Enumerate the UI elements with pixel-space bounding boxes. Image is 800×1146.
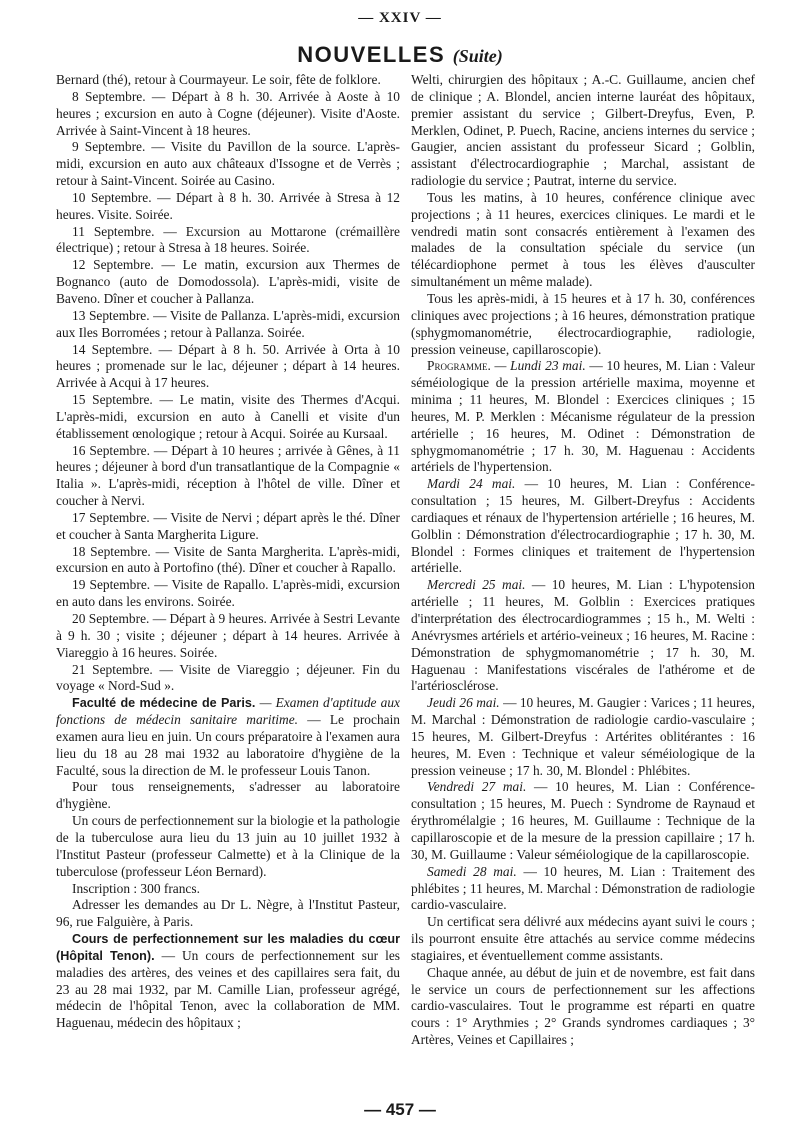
paragraph: Un cours de perfectionnement sur la biologie et la pathologie de la tuberculose aura lieu du 13 juin au 10 juillet 1932 à l'Institut Pasteur (professeur Calmette) et à la Clinique de la tuberculose (professeur Léon Bernard). [56,813,400,879]
program-day: — Lundi 23 mai. [494,358,586,374]
notice-subtitle: — Examen d'aptitude aux fonctions de médecin sanitaire maritime. [56,695,400,728]
paragraph: 12 Septembre. — Le matin, excursion aux Thermes de Bognanco (auto de Domodossola). L'après-midi, visite de Baveno. Dîner et coucher à Pallanza. [56,257,400,306]
paragraph: Un certificat sera délivré aux médecins ayant suivi le cours ; ils pourront ensuite être attachés au service comme médecins stagiaires, et éventuellement comme assistants. [411,914,755,963]
program-body: — 10 heures, M. Lian : L'hypotension artérielle ; 11 heures, M. Golblin : Exercices pratiques d'interprétation des électrocardiogrammes ; 15 h., M. Welti : Anévrysmes artériels et artério-veineux ; 16 heures, M. Racine : Démonstration de sphygmomanométrie ; 17 h. 30, M. Haguenau : Manifestations viscérales de l'athérome et de l'artériosclérose. [411,577,755,694]
program-body: — 10 heures, M. Lian : Conférence-consultation ; 15 heures, M. Puech : Syndrome de Raynaud et érythromélalgie ; 16 heures, M. Guillaume : Technique de la capillaroscopie et de la mesure de la pression capillaire ; 17 h. 30, M. Guillaume : Valeur séméiologique de la capillaroscopie. [411,779,755,862]
program-body: — 10 heures, M. Lian : Valeur séméiologique de la pression artérielle maxima, moyenne et minima ; 11 heures, M. Blondel : Exercices cliniques ; 15 heures, M. P. Merklen : Mécanisme régulateur de la pression artérielle ; 16 heures, M. Odinet : Démonstration de sphygmomanométrie ; 17 h. 30, M. Haguenau : Accidents artériels de l'hypertension. [411,358,755,475]
program-wednesday [411,577,755,695]
cours-notice [56,931,400,1032]
program-day: Jeudi 26 mai. [427,695,500,711]
program-tuesday [411,476,755,577]
paragraph: 8 Septembre. — Départ à 8 h. 30. Arrivée à Aoste à 10 heures ; excursion en auto à Cogne (déjeuner). Visite d'Aoste. Arrivée à Saint-Vincent à 18 heures. [56,88,400,138]
notice-body: — Le prochain examen aura lieu en juin. Un cours préparatoire à l'examen aura lieu du 18 au 28 mai 1932 au laboratoire d'hygiène de la Faculté, sous la direction de M. le professeur Louis Tanon. [56,712,400,778]
program-day: Samedi 28 mai. [427,863,517,879]
paragraph: 17 Septembre. — Visite de Nervi ; départ après le thé. Dîner et coucher à Santa Margherita Ligure. [56,509,400,542]
paragraph: 16 Septembre. — Départ à 10 heures ; arrivée à Gênes, à 11 heures ; déjeuner à bord d'un transatlantique de la Compagnie « Italia ». L'après-midi, réception à l'hôtel de ville. Dîner et coucher à Nervi. [56,442,400,509]
program-body: — 10 heures, M. Gaugier : Varices ; 11 heures, M. Marchal : Démonstration de radiologie cardio-vasculaire ; 15 heures, M. Gilbert-Dreyfus : Artérites oblitérantes : 16 heures, M. Even : Technique et valeur séméiologique de la pression veineuse ; 17 h. 30, M. Blondel : Phlébites. [411,695,755,778]
program-day: Mardi 24 mai. [427,476,516,492]
paragraph: 13 Septembre. — Visite de Pallanza. L'après-midi, excursion aux Iles Borromées ; retour à Pallanza. Soirée. [56,307,400,340]
program-day: Mercredi 25 mai. [427,577,526,593]
paragraph: Inscription : 300 francs. [72,880,200,896]
paragraph: 9 Septembre. — Visite du Pavillon de la source. L'après-midi, excursion en auto aux châteaux d'Issogne et de Verrès ; retour à Saint-Vincent. Soirée au Casino. [56,139,400,189]
program-day: Vendredi 27 mai. [427,779,527,795]
faculte-notice [56,695,400,779]
paragraph: 21 Septembre. — Visite de Viareggio ; déjeuner. Fin du voyage « Nord-Sud ». [56,661,400,694]
program-body: — 10 heures, M. Lian : Conférence-consultation ; 15 heures, M. Gilbert-Dreyfus : Accidents cardiaques et rénaux de l'hypertension artérielle ; 16 heures, M. Golblin : Démonstration d'électrocardiographie ; 17 h. 30, M. Blondel : Formes cliniques et traitement de l'hypertension artérielle. [411,476,755,576]
program-friday [411,779,755,863]
notice-heading: Cours de perfectionnement sur les maladies du cœur (Hôpital Tenon). [56,932,400,963]
paragraph: 10 Septembre. — Départ à 8 h. 30. Arrivée à Stresa à 12 heures. Visite. Soirée. [56,189,400,222]
program-saturday [411,864,755,915]
paragraph: 11 Septembre. — Excursion au Mottarone (crémaillère électrique) ; retour à Stresa à 18 heures. Soirée. [56,223,400,256]
program-thursday [411,695,755,779]
paragraph: Chaque année, au début de juin et de novembre, est fait dans le service un cours de perfectionnement sur les affections cardio-vasculaires. Tout le programme est réparti en quatre cours : 1° Arythmies ; 2° Grands syndromes cardiaques ; 3° Artères, Veines et Capillaires ; [411,964,755,1048]
paragraph: Tous les matins, à 10 heures, conférence clinique avec projections ; à 11 heures, exercices cliniques. Le mardi et le vendredi matin sont consacrés entièrement à l'examen des malades de la consultation spéciale du service (un télécardiophone permet à tous les élèves d'ausculter simultanément un même malade). [411,189,755,290]
paragraph: Pour tous renseignements, s'adresser au laboratoire d'hygiène. [56,779,400,812]
notice-heading: Faculté de médecine de Paris. [72,696,256,711]
paragraph: Welti, chirurgien des hôpitaux ; A.-C. Guillaume, ancien chef de clinique ; A. Blondel, ancien interne lauréat des hôpitaux, premier assistant du service ; Gilbert-Dreyfus, Even, P. Merklen, Odinet, P. Puech, Racine, anciens internes du service ; Gaugier, ancien assistant du professeur Sicard ; Golblin, assistant d'électrocardiographie ; Marchal, assistant de radiologie du service ; Pautrat, interne du service. [411,72,755,189]
right-column [411,72,755,1094]
paragraph: Bernard (thé), retour à Courmayeur. Le soir, fête de folklore. [56,72,381,87]
title-suite: (Suite) [452,46,503,66]
page-number: — 457 — [364,1100,436,1119]
title-text: NOUVELLES [297,42,446,67]
program-label: Programme. [427,358,491,374]
page-header: — XXIV — [358,10,442,26]
paragraph: 15 Septembre. — Le matin, visite des Thermes d'Acqui. L'après-midi, excursion en auto à Canelli et visite d'un établissement œnologique ; retour à Acqui. Soirée au Kursaal. [56,392,400,441]
paragraph: 20 Septembre. — Départ à 9 heures. Arrivée à Sestri Levante à 9 h. 30 ; visite ; déjeuner ; départ à 14 heures. Arrivée à Viareggio à 16 heures. Soirée. [56,611,400,660]
paragraph: 18 Septembre. — Visite de Santa Margherita. L'après-midi, excursion en auto à Portofino (thé). Dîner et coucher à Rapallo. [56,543,400,576]
notice-body: — Un cours de perfectionnement sur les maladies des artères, des veines et des capillaires sera fait, du 23 au 28 mai 1932, par M. Camille Lian, professeur agrégé, médecin de l'hôpital Tenon, avec la collaboration de MM. Haguenau, médecin des hôpitaux ; [56,947,400,1031]
paragraph: 14 Septembre. — Départ à 8 h. 50. Arrivée à Orta à 10 heures ; promenade sur le lac, déjeuner ; départ à 14 heures. Arrivée à Acqui à 17 heures. [56,341,400,391]
left-column [56,72,400,1094]
paragraph: 19 Septembre. — Visite de Rapallo. L'après-midi, excursion en auto dans les environs. Soirée. [56,577,400,610]
program-monday [411,358,755,476]
paragraph: Adresser les demandes au Dr L. Nègre, à l'Institut Pasteur, 96, rue Falguière, à Paris. [56,897,400,930]
section-title [0,42,800,68]
paragraph: Tous les après-midi, à 15 heures et à 17 h. 30, conférences cliniques avec projections ; à 16 heures, démonstration pratique (sphygmomanométrie, électrocardiographie, radiologie, pression veineuse, capillaroscopie). [411,290,755,357]
program-body: — 10 heures, M. Lian : Traitement des phlébites ; 11 heures, M. Marchal : Démonstration de radiologie cardio-vasculaire. [411,863,755,913]
